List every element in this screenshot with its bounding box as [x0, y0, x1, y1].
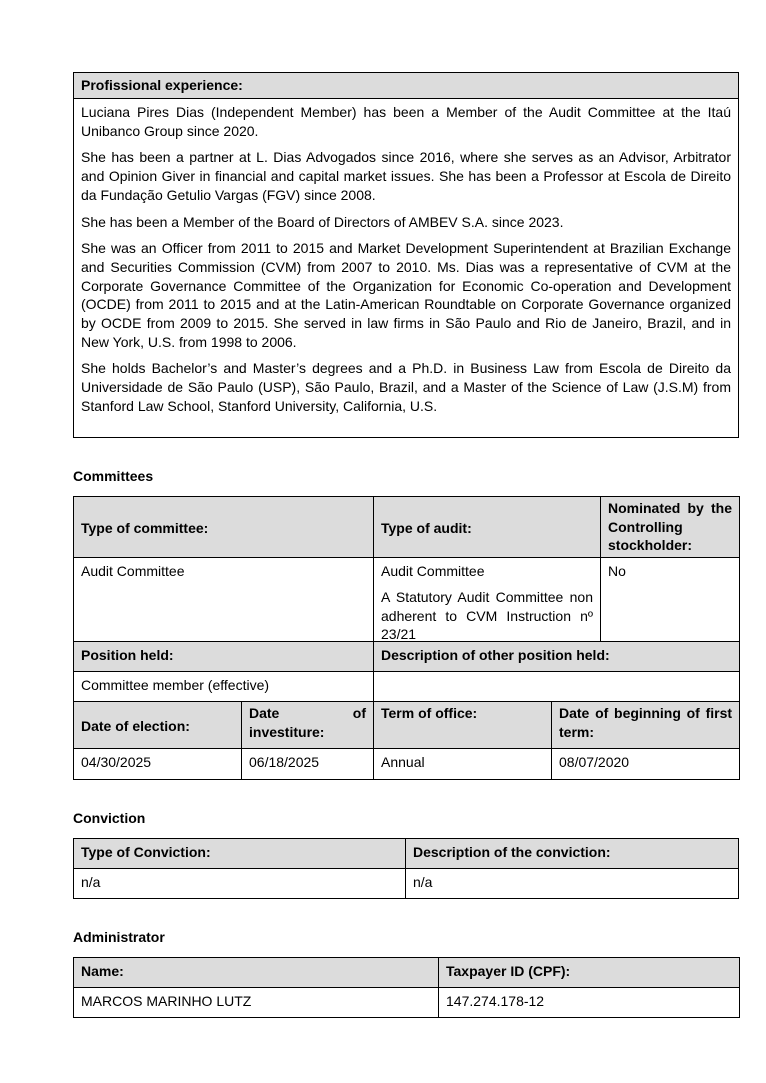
term-of-office-value: Annual — [374, 749, 552, 780]
position-table — [73, 641, 740, 780]
date-of-beginning-value: 08/07/2020 — [552, 749, 740, 780]
date-of-beginning-header: Date of beginning of first term: — [552, 702, 740, 749]
date-of-investiture-header: Date of investiture: — [242, 702, 374, 749]
audit-type-description: A Statutory Audit Committee non adherent to CVM Instruction nº 23/21 — [381, 589, 593, 642]
experience-paragraph: Luciana Pires Dias (Independent Member) has been a Member of the Audit Committee at the Itaú Unibanco Group since 2020. — [81, 104, 731, 139]
term-of-office-header: Term of office: — [374, 702, 552, 749]
position-held-header: Position held: — [74, 642, 374, 672]
experience-paragraph: She holds Bachelor’s and Master’s degrees and a Ph.D. in Business Law from Escola de Direito da Universidade de São Paulo (USP), São Paulo, Brazil, and a Master of the Science of Law (J.S.M) from Stanford Law School, Stanford University, California, U.S. — [81, 360, 731, 414]
administrator-name-header: Name: — [74, 958, 439, 988]
type-of-audit-header: Type of audit: — [374, 497, 601, 558]
administrator-title: Administrator — [73, 929, 165, 945]
experience-paragraph: She was an Officer from 2011 to 2015 and Market Development Superintendent at Brazilian Exchange and Securities Commission (CVM) from 2007 to 2010. Ms. Dias was a representative of CVM at the Corporate Governance Committee of the Organization for Economic Co-operation and Development (OCDE) from 2011 to 2015 and at the Latin-American Roundtable on Corporate Governance organized by OCDE from 2009 to 2015. She served in law firms in São Paulo and Rio de Janeiro, Brazil, and in New York, U.S. from 1998 to 2006. — [81, 240, 731, 350]
conviction-title: Conviction — [73, 810, 146, 826]
administrator-name-value: MARCOS MARINHO LUTZ — [74, 988, 439, 1018]
nominated-header: Nominated by the Controlling stockholder: — [601, 497, 740, 558]
committee-value: Audit Committee — [74, 557, 374, 653]
conviction-type-header: Type of Conviction: — [74, 839, 406, 869]
other-position-header: Description of other position held: — [374, 642, 740, 672]
audit-type-value — [374, 557, 601, 653]
experience-paragraph: She has been a Member of the Board of Directors of AMBEV S.A. since 2023. — [81, 213, 564, 230]
taxpayer-id-value: 147.274.178-12 — [439, 988, 740, 1018]
position-held-value: Committee member (effective) — [74, 672, 374, 702]
taxpayer-id-header: Taxpayer ID (CPF): — [439, 958, 740, 988]
date-of-election-value: 04/30/2025 — [74, 749, 242, 780]
type-of-committee-header: Type of committee: — [74, 497, 374, 558]
nominated-value: No — [601, 557, 740, 653]
conviction-table — [73, 838, 739, 899]
conviction-description-header: Description of the conviction: — [406, 839, 739, 869]
committees-title: Committees — [73, 468, 154, 484]
date-of-investiture-value: 06/18/2025 — [242, 749, 374, 780]
audit-type-line: Audit Committee — [381, 562, 485, 579]
professional-experience-box — [73, 72, 739, 438]
experience-paragraph: She has been a partner at L. Dias Advogados since 2016, where she serves as an Advisor, Arbitrator and Opinion Giver in financial and capital market issues. She has been a Professor at Escola de Direito da Fundação Getulio Vargas (FGV) since 2008. — [81, 149, 731, 203]
date-of-election-header: Date of election: — [74, 702, 242, 749]
conviction-type-value: n/a — [74, 869, 406, 899]
administrator-table — [73, 957, 740, 1018]
committees-table — [73, 496, 740, 654]
professional-experience-heading: Profissional experience: — [74, 73, 738, 99]
other-position-value — [374, 672, 740, 702]
conviction-description-value: n/a — [406, 869, 739, 899]
